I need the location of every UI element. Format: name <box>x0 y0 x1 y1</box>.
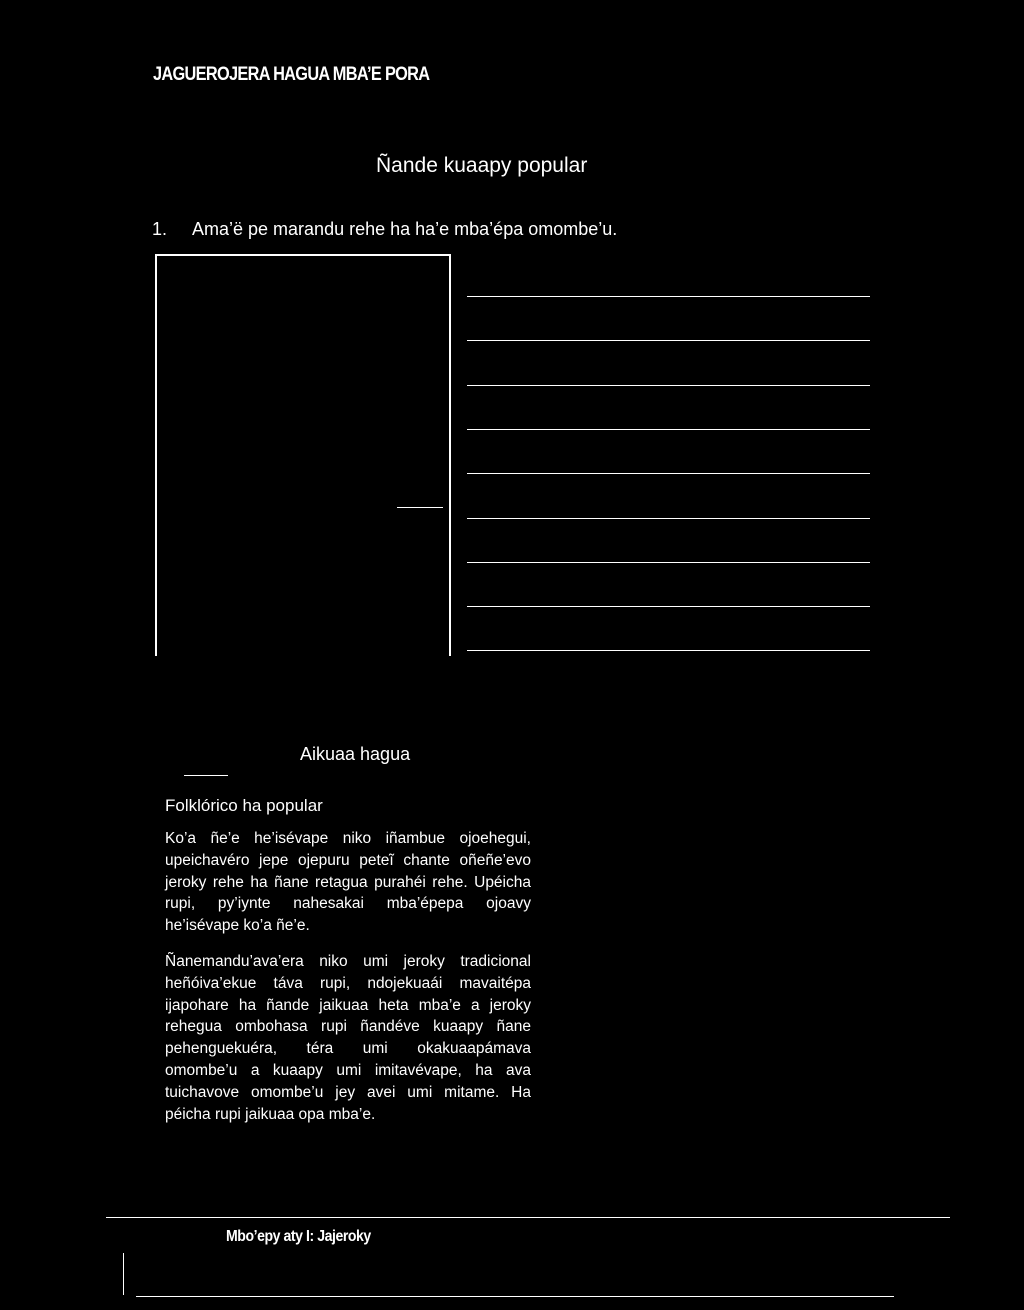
answer-line[interactable] <box>467 429 870 430</box>
answer-line[interactable] <box>467 650 870 651</box>
info-paragraph-2: Ñanemandu’ava’era niko umi jeroky tradicional heñóiva’ekue táva rupi, ndojekuaái mavaitépa ijapohare ha ñande jaikuaa heta mba’e a jeroky rehegua ombohasa rupi ñandéve kuaapy ñane pehenguekuéra, téra umi okakuaapámava omombe’u a kuaapy umi imitavévape, ha ava tuichavove omombe’u jey avei umi mitame. Ha péicha rupi jaikuaa opa mba’e. <box>165 953 531 1123</box>
page-header-title: JAGUEROJERA HAGUA MBA’E PORA <box>153 64 430 85</box>
question-text: Ama’ë pe marandu rehe ha ha’e mba’épa omombe’u. <box>192 219 618 239</box>
footer-bottom-line <box>136 1296 894 1297</box>
drawing-box[interactable] <box>155 254 451 656</box>
info-subheading: Folklórico ha popular <box>165 796 323 815</box>
question-number: 1. <box>152 219 168 239</box>
answer-line[interactable] <box>467 296 870 297</box>
answer-line[interactable] <box>467 606 870 607</box>
question-1 <box>152 219 617 240</box>
footer-divider <box>106 1217 950 1218</box>
info-paragraph-1: Ko’a ñe’e he’isévape niko iñambue ojoehegui, upeichavéro jepe ojepuru peteĩ chante oñeñe’evo jeroky rehe ha ñane retagua purahéi rehe. Upéicha rupi, py’iynte nahesakai mba’épepa ojoavy he’isévape ko’a ñe’e. <box>165 830 531 935</box>
info-heading-mark <box>184 775 228 776</box>
answer-line[interactable] <box>467 473 870 474</box>
answer-line[interactable] <box>467 562 870 563</box>
section-title: Ñande kuaapy popular <box>376 154 588 177</box>
footer-label: Mbo’epy aty I: Jajeroky <box>226 1228 371 1245</box>
answer-line[interactable] <box>467 340 870 341</box>
info-heading: Aikuaa hagua <box>300 744 411 764</box>
drawing-box-mark <box>397 507 443 508</box>
answer-line[interactable] <box>467 518 870 519</box>
answer-line[interactable] <box>467 385 870 386</box>
footer-tick <box>123 1253 124 1295</box>
